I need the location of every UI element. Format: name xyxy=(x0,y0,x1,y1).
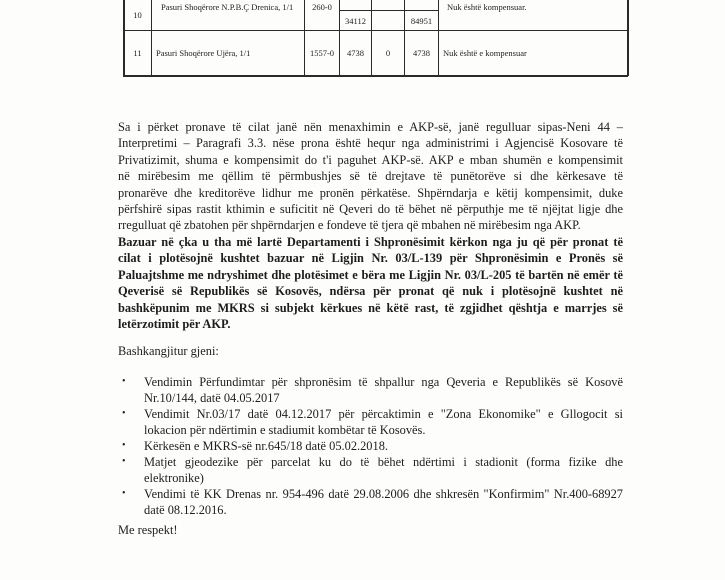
attachment-line: Nr.10/144, datë 04.05.2017 xyxy=(144,391,280,405)
row-10-value-b-top xyxy=(372,0,404,2)
attachment-line: Kërkesën e MKRS-së nr.645/18 datë 05.02.2018. xyxy=(144,439,388,453)
paragraph-line: në mirëbesim me qëllim të përmbushjes së të drejtave të punëtorëve si dhe kërkesave të xyxy=(118,169,623,184)
attachment-line: elektronike) xyxy=(144,471,204,485)
attachment-line: Vendimi të KK Drenas nr. 954-496 datë 29.08.2006 dhe shkresën "Konfirmim" Nr.400-68927 xyxy=(144,487,623,501)
closing-salutation: Me respekt! xyxy=(118,523,178,537)
row-10-area: 260-0 xyxy=(312,2,332,12)
bullet-icon: • xyxy=(122,456,126,467)
row-10-status: Nuk është kompensuar. xyxy=(447,2,527,12)
compensation-table xyxy=(123,0,628,76)
attachment-item xyxy=(118,486,623,518)
paragraph-line: cilat i plotësojnë kushtet bazuar në Ligjin Nr. 03/L-139 për Shpronësimin e Pronës së xyxy=(118,251,623,266)
bullet-icon: • xyxy=(122,440,126,451)
attachment-item xyxy=(118,438,623,454)
row-11-area: 1557-0 xyxy=(309,48,335,58)
paragraph-line: Bazuar në çka u tha më lartë Departamenti i Shpronësimit kërkon nga ju që për pronat të xyxy=(118,235,623,249)
paragraph-line: Interpretimi – Paragrafi 3.3. nëse prona është hequr nga administrimi i Agjencisë Kosovare të xyxy=(118,136,623,151)
attachments-heading: Bashkangjitur gjeni: xyxy=(118,344,219,358)
row-11-value-c: 4738 xyxy=(413,48,430,58)
row-10-value-a-bottom: 34112 xyxy=(345,15,366,26)
row-10-value-a-top xyxy=(340,0,371,2)
paragraph-expropriation-request xyxy=(118,234,623,332)
paragraph-line: pronarëve dhe kreditorëve lidhur me pronën përkatëse. Shpërndarja e këtij kompensimit, duke xyxy=(118,185,623,200)
attachment-item xyxy=(118,406,623,438)
bullet-icon: • xyxy=(122,408,126,419)
row-11-status: Nuk është e kompensuar xyxy=(443,48,527,58)
paragraph-line: Qeverisë së Republikës së Kosovës, ndërsa për pronat që nuk i plotësojnë kushtet në xyxy=(118,284,623,299)
row-10-number: 10 xyxy=(133,10,142,20)
attachment-line: Matjet gjeodezike për parcelat ku do të bëhet ndërtimi i stadionit (forma fizike dhe xyxy=(144,455,623,469)
attachment-line: lokacion për ndërtimin e stadiumit kombëtar të Kosovës. xyxy=(144,423,426,437)
bullet-icon: • xyxy=(122,488,126,499)
paragraph-akp-compensation xyxy=(118,119,623,234)
bullet-icon: • xyxy=(122,376,126,387)
paragraph-line: Sa i përket pronave të cilat janë nën menaxhimin e AKP-së, janë regulluar sipas-Neni 44 – xyxy=(118,120,623,134)
row-11-value-a: 4738 xyxy=(347,48,364,58)
paragraph-line: bashkëpunim me MKRS si subjekt kërkues në këtë rast, të zgjidhet qështja e marrjes së xyxy=(118,300,623,315)
attachment-line: datë 08.12.2016. xyxy=(144,503,227,517)
attachment-item xyxy=(118,454,623,486)
row-10-value-c-bottom: 84951 xyxy=(410,15,433,26)
row-11-name: Pasuri Shoqërore Ujëra, 1/1 xyxy=(156,48,251,58)
row-11-number: 11 xyxy=(133,48,142,58)
row-10-name: Pasuri Shoqërore N.P.B.Ç Drenica, 1/1 xyxy=(161,2,294,12)
paragraph-line: përfshirë sipas rastit kthimin e suficitit në Qeveri do të bëhet në përputhje me të njëjtat ligje dhe xyxy=(118,202,623,217)
attachment-item xyxy=(118,374,623,406)
row-11-value-b: 0 xyxy=(385,48,391,58)
paragraph-line: letërzotimit për AKP. xyxy=(118,317,231,332)
attachment-line: Vendimin Përfundimtar për shpronësim të shpallur nga Qeveria e Republikës së Kosovë xyxy=(144,375,623,389)
paragraph-line: rregulluat që zbatohen për shpërndarjen e fondeve të tjera që mbahen në mirëbesim nga AKP. xyxy=(118,218,581,233)
paragraph-line: Paluajtshme me ndryshimet dhe plotësimet e bëra me Ligjin Nr. 03/L-205 të bartën në emër të xyxy=(118,267,623,282)
attachments-list xyxy=(118,374,623,518)
attachment-line: Vendimit Nr.03/17 datë 04.12.2017 për përcaktimin e "Zona Ekonomike" e Gllogocit si xyxy=(144,407,623,421)
paragraph-line: Privatizimit, shuma e kompensimit do t'i paguhet AKP-së. AKP e mban shumën e kompensimit xyxy=(118,152,623,167)
